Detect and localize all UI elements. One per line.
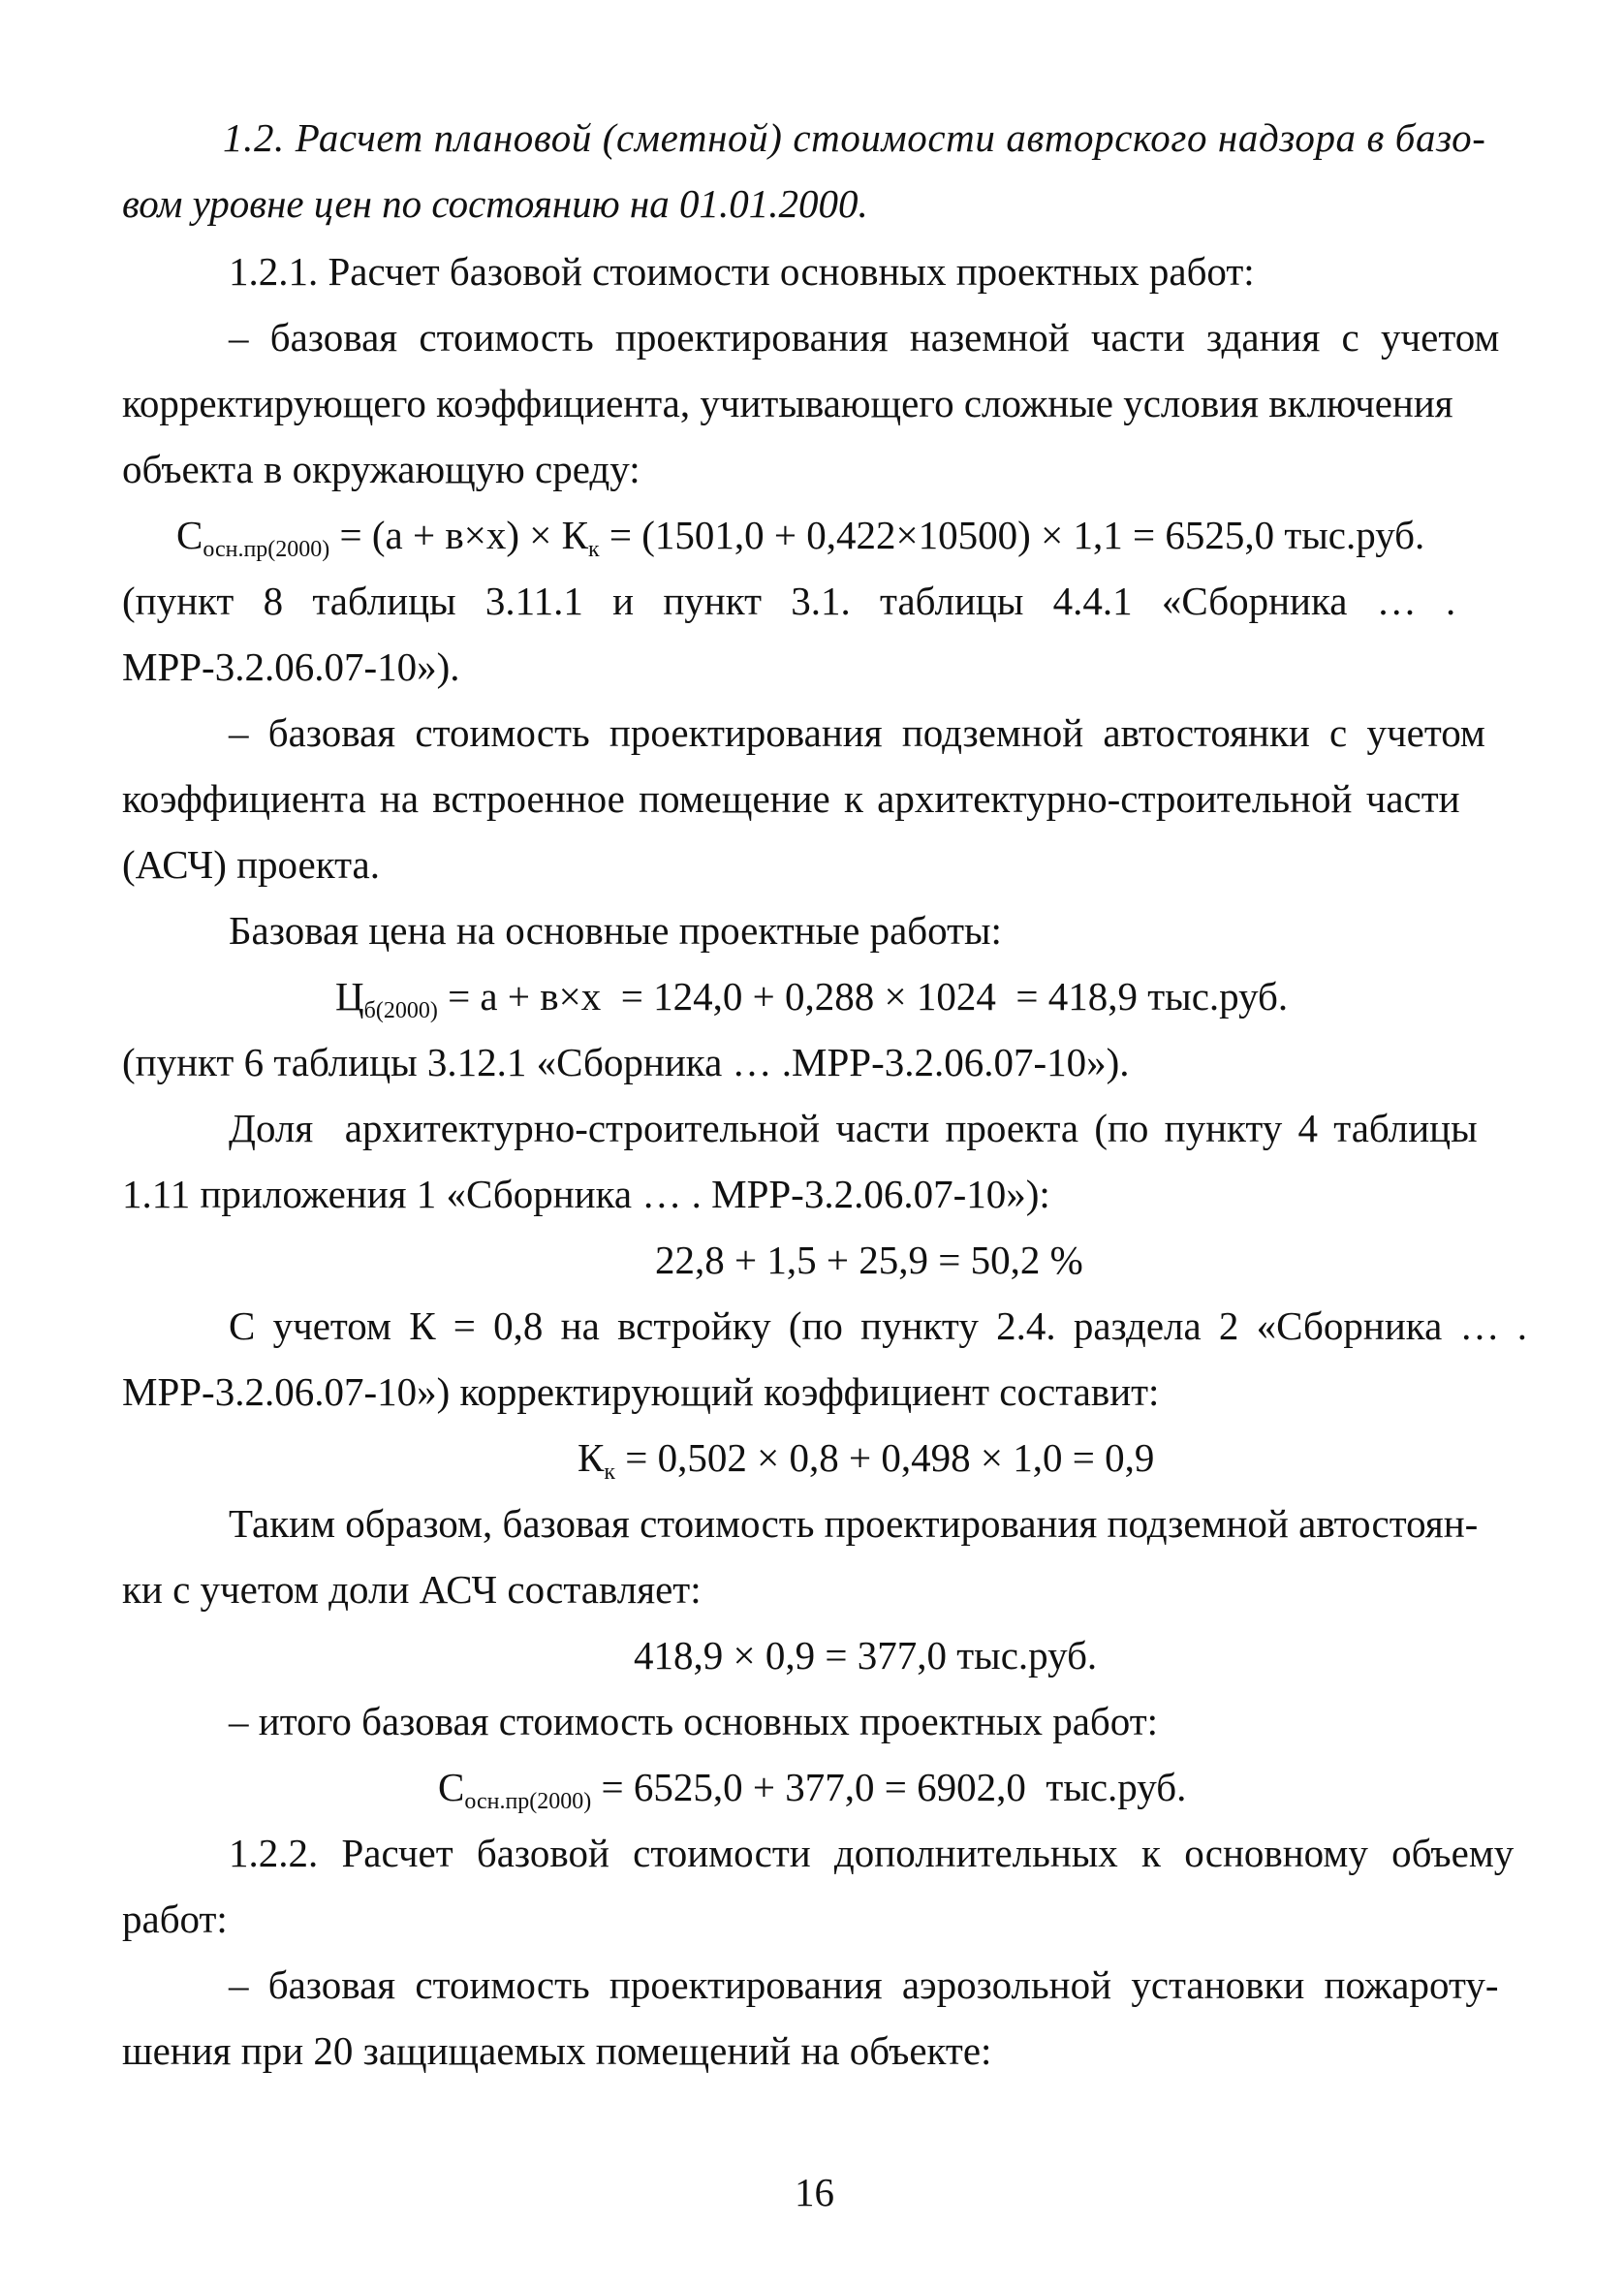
formula6-symbol: С — [438, 1765, 465, 1809]
base-price-label: Базовая цена на основные проектные работы: — [229, 908, 1002, 953]
item3-line-2: шения при 20 защищаемых помещений на объекте: — [122, 2028, 992, 2073]
formula-product: 418,9 × 0,9 = 377,0 тыс.руб. — [634, 1633, 1098, 1678]
thus-line-1: Таким образом, базовая стоимость проектирования подземной автостоян- — [229, 1501, 1479, 1546]
ref2: (пункт 6 таблицы 3.12.1 «Сборника … .МРР-3.2.06.07-10»). — [122, 1040, 1130, 1084]
share-line-2: 1.11 приложения 1 «Сборника … . МРР-3.2.06.07-10»): — [122, 1172, 1050, 1216]
formula-total — [438, 1765, 1187, 1814]
coef-line-1: С учетом К = 0,8 на встройку (по пункту 2.4. раздела 2 «Сборника … . — [229, 1303, 1528, 1348]
item2-line-1: – базовая стоимость проектирования подземной автостоянки с учетом — [229, 710, 1485, 755]
formula1-k-subscript: к — [587, 537, 600, 562]
ref1-line-2: МРР-3.2.06.07-10»). — [122, 644, 460, 689]
section-1-2-2-title-line-2: работ: — [122, 1897, 228, 1941]
formula-c-b — [335, 974, 1289, 1023]
formula4-subscript: к — [604, 1459, 616, 1485]
formula1-expression: = (а + в×х) × К — [339, 513, 588, 557]
item1-line-3: объекта в окружающую среду: — [122, 447, 640, 491]
formula1-symbol: С — [176, 513, 203, 557]
formula2-rest: = а + в×х = 124,0 + 0,288 × 1024 = 418,9 тыс.руб. — [448, 974, 1289, 1019]
formula6-subscript: осн.пр(2000) — [464, 1789, 592, 1814]
formula1-subscript: осн.пр(2000) — [203, 537, 330, 562]
formula4-symbol: К — [578, 1435, 605, 1480]
item1-line-2: корректирующего коэффициента, учитывающего сложные условия включения — [122, 381, 1453, 425]
share-line-1: Доля архитектурно-строительной части проекта (по пункту 4 таблицы — [229, 1106, 1478, 1150]
formula-k — [578, 1435, 1155, 1485]
coef-line-2: МРР-3.2.06.07-10») корректирующий коэффициент составит: — [122, 1369, 1160, 1414]
section-1-2-2-title-line-1: 1.2.2. Расчет базовой стоимости дополнительных к основному объему — [229, 1831, 1515, 1875]
item3-line-1: – базовая стоимость проектирования аэрозольной установки пожароту- — [229, 1962, 1499, 2007]
total-label: – итого базовая стоимость основных проектных работ: — [229, 1699, 1159, 1743]
thus-line-2: ки с учетом доли АСЧ составляет: — [122, 1567, 702, 1612]
item1-line-1: – базовая стоимость проектирования наземной части здания с учетом — [229, 315, 1500, 360]
section-1-2-1-title: 1.2.1. Расчет базовой стоимости основных проектных работ: — [229, 249, 1255, 294]
item2-line-2: коэффициента на встроенное помещение к архитектурно-строительной части — [122, 776, 1460, 821]
formula4-rest: = 0,502 × 0,8 + 0,498 × 1,0 = 0,9 — [625, 1435, 1155, 1480]
ref1-line-1: (пункт 8 таблицы 3.11.1 и пункт 3.1. таблицы 4.4.1 «Сборника … . — [122, 579, 1456, 623]
formula2-symbol: Ц — [335, 974, 364, 1019]
formula-share: 22,8 + 1,5 + 25,9 = 50,2 % — [655, 1238, 1083, 1282]
item2-line-3: (АСЧ) проекта. — [122, 842, 380, 887]
formula6-rest: = 6525,0 + 377,0 = 6902,0 тыс.руб. — [601, 1765, 1187, 1809]
heading-line-2: вом уровне цен по состоянию на 01.01.2000. — [122, 181, 868, 226]
formula1-rest: = (1501,0 + 0,422×10500) × 1,1 = 6525,0 тыс.руб. — [609, 513, 1425, 557]
page-number: 16 — [795, 2170, 834, 2214]
formula-c-osn-pr — [176, 513, 1425, 562]
formula2-subscript: б(2000) — [363, 998, 438, 1023]
heading-line-1: 1.2. Расчет плановой (сметной) стоимости авторского надзора в базо- — [223, 115, 1486, 160]
